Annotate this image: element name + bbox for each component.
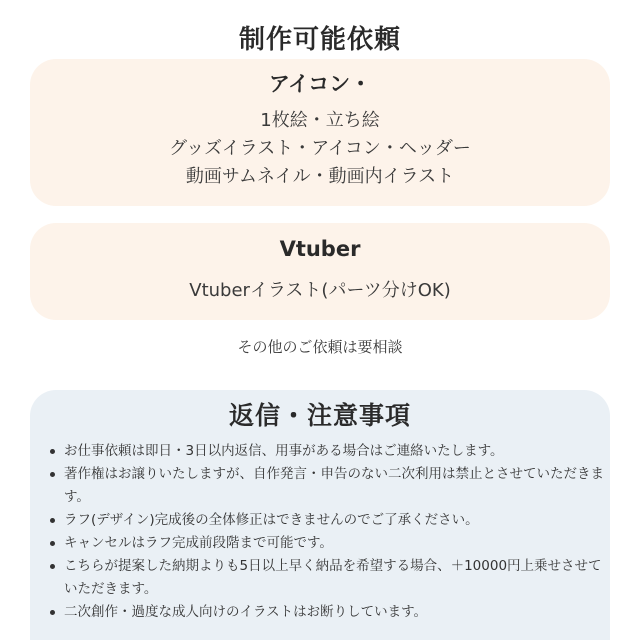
notice-item: お仕事依頼は即日・3日以内返信、用事がある場合はご連絡いたします。	[50, 440, 606, 463]
page-title: 制作可能依頼	[238, 25, 401, 55]
illustration-line: グッズイラスト・アイコン・ヘッダー	[169, 138, 471, 159]
illustration-line: 1枚絵・立ち絵	[260, 110, 380, 131]
notice-panel	[30, 390, 610, 640]
notice-item: 著作権はお譲りいたしますが、自作発言・申告のない二次利用は禁止とさせていただきます。	[50, 463, 606, 509]
illustration-card-title: アイコン・	[268, 72, 372, 96]
notice-item: キャンセルはラフ完成前段階まで可能です。	[50, 532, 606, 555]
notice-list	[50, 440, 606, 624]
notice-item: 二次創作・過度な成人向けのイラストはお断りしています。	[50, 601, 606, 624]
illustration-card	[30, 59, 610, 206]
vtuber-card-title: Vtuber	[279, 237, 361, 261]
consult-note: その他のご依頼は要相談	[237, 338, 403, 356]
notice-item: こちらが提案した納期よりも5日以上早く納品を希望する場合、＋10000円上乗せさせていただきます。	[50, 555, 606, 601]
vtuber-card-body	[30, 277, 610, 305]
illustration-line: 動画サムネイル・動画内イラスト	[185, 166, 455, 187]
illustration-card-body	[30, 107, 610, 191]
notice-title: 返信・注意事項	[228, 401, 411, 430]
vtuber-line: Vtuberイラスト(パーツ分けOK)	[189, 280, 451, 301]
notice-item: ラフ(デザイン)完成後の全体修正はできませんのでご了承ください。	[50, 509, 606, 532]
vtuber-card	[30, 223, 610, 320]
